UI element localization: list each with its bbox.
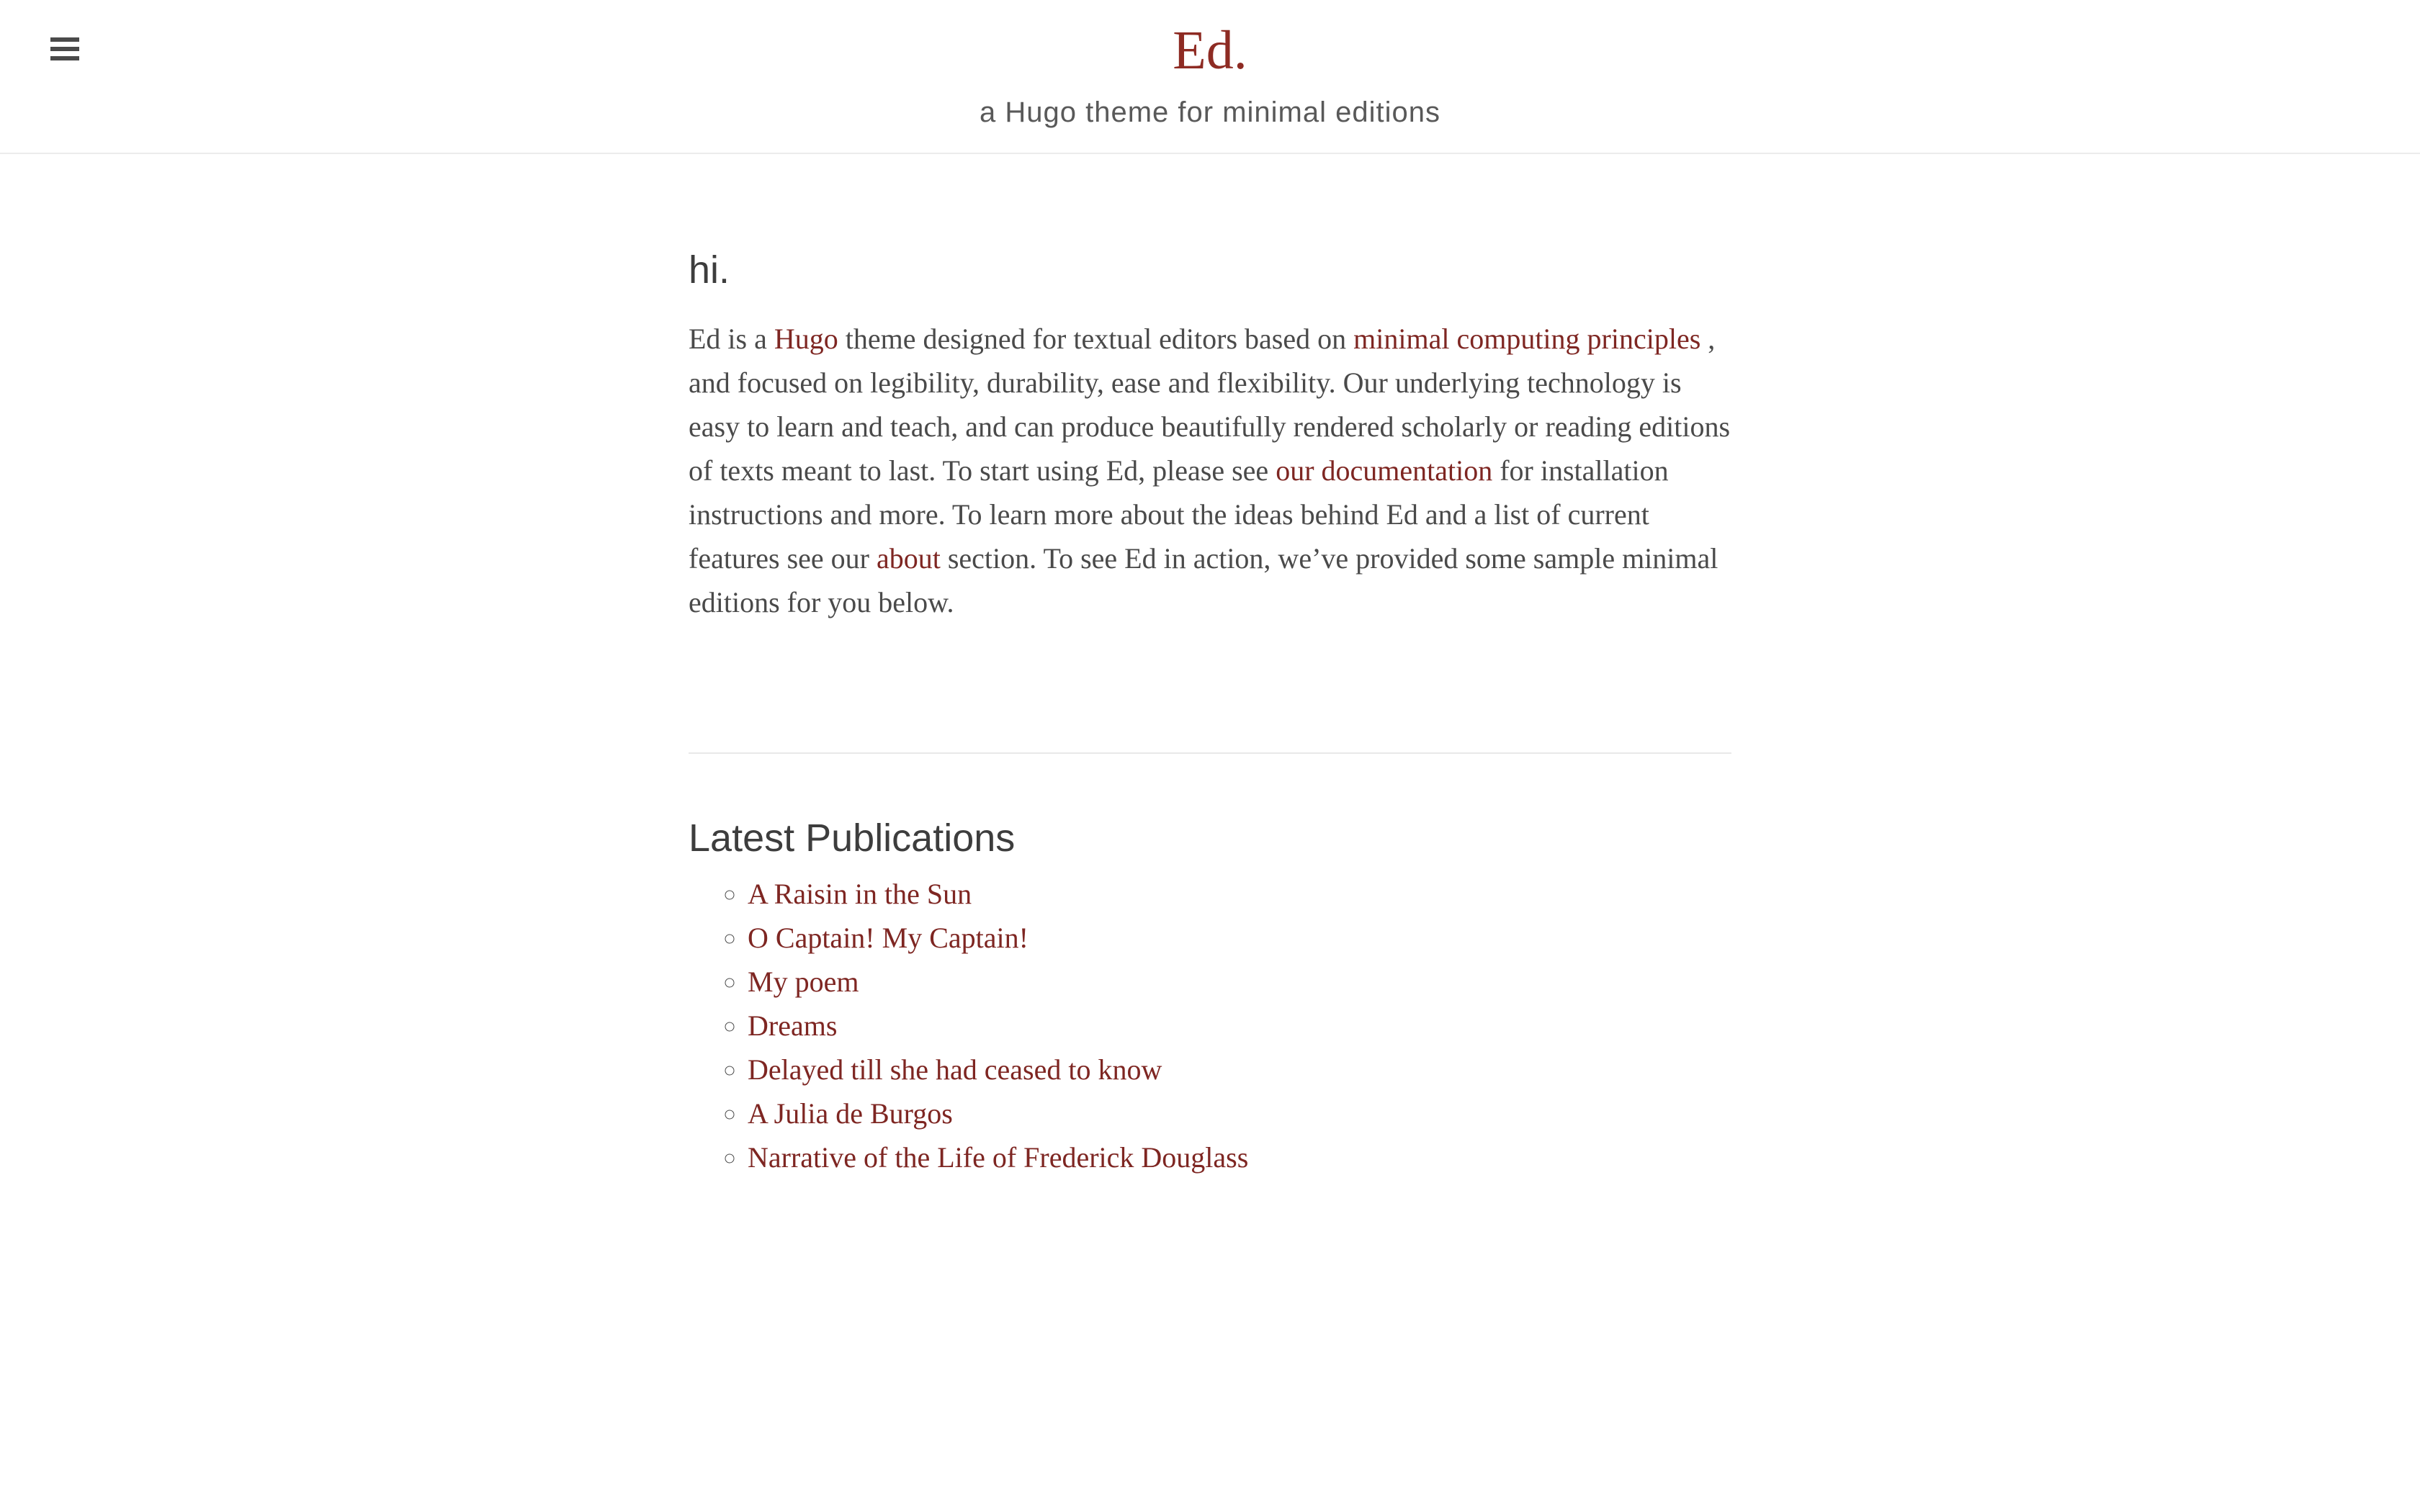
intro-text: theme designed for textual editors based on	[838, 323, 1354, 355]
publication-item	[748, 916, 1731, 960]
intro-text: for installation instructions and more. To learn more about the ideas behind Ed and a list of current features see our	[689, 454, 1669, 575]
hamburger-bar	[50, 47, 79, 51]
publication-item	[748, 1004, 1731, 1048]
section-divider	[689, 752, 1731, 754]
publication-item	[748, 1048, 1731, 1092]
hamburger-menu-icon[interactable]	[50, 37, 79, 60]
intro-text: section. To see Ed in action, we’ve provided some sample minimal editions for you below.	[689, 542, 1718, 618]
latest-publications-heading: Latest Publications	[689, 816, 1016, 860]
main-content	[689, 246, 1731, 1179]
publication-link[interactable]: A Raisin in the Sun	[748, 878, 972, 910]
intro-text: Ed is a	[689, 323, 774, 355]
publication-link[interactable]: O Captain! My Captain!	[748, 922, 1028, 954]
inline-link[interactable]: minimal computing principles	[1353, 323, 1701, 355]
publication-link[interactable]: Delayed till she had ceased to know	[748, 1053, 1162, 1086]
publication-item	[748, 960, 1731, 1004]
hamburger-bar	[50, 37, 79, 42]
intro-text: , and focused on legibility, durability, ease and flexibility. Our underlying technology is easy to learn and teach, and can produce beautifully rendered scholarly or reading editions of texts meant to last. To start using Ed, please see	[689, 323, 1731, 487]
site-title-link[interactable]: Ed.	[1173, 20, 1247, 81]
inline-link[interactable]: about	[876, 542, 941, 575]
site-title	[0, 22, 2420, 79]
publication-item	[748, 872, 1731, 916]
site-subtitle: a Hugo theme for minimal editions	[980, 96, 1440, 128]
publication-link[interactable]: Dreams	[748, 1009, 838, 1042]
inline-link[interactable]: Hugo	[774, 323, 838, 355]
publication-item	[748, 1092, 1731, 1135]
publication-item	[748, 1135, 1731, 1179]
hamburger-bar	[50, 56, 79, 60]
intro-paragraph	[689, 317, 1731, 624]
publication-link[interactable]: Narrative of the Life of Frederick Douglass	[748, 1141, 1249, 1174]
site-header	[0, 0, 2420, 154]
publications-list	[689, 872, 1731, 1179]
page-title: hi.	[689, 248, 730, 292]
publication-link[interactable]: A Julia de Burgos	[748, 1097, 953, 1130]
inline-link[interactable]: our documentation	[1276, 454, 1493, 487]
publication-link[interactable]: My poem	[748, 966, 859, 998]
